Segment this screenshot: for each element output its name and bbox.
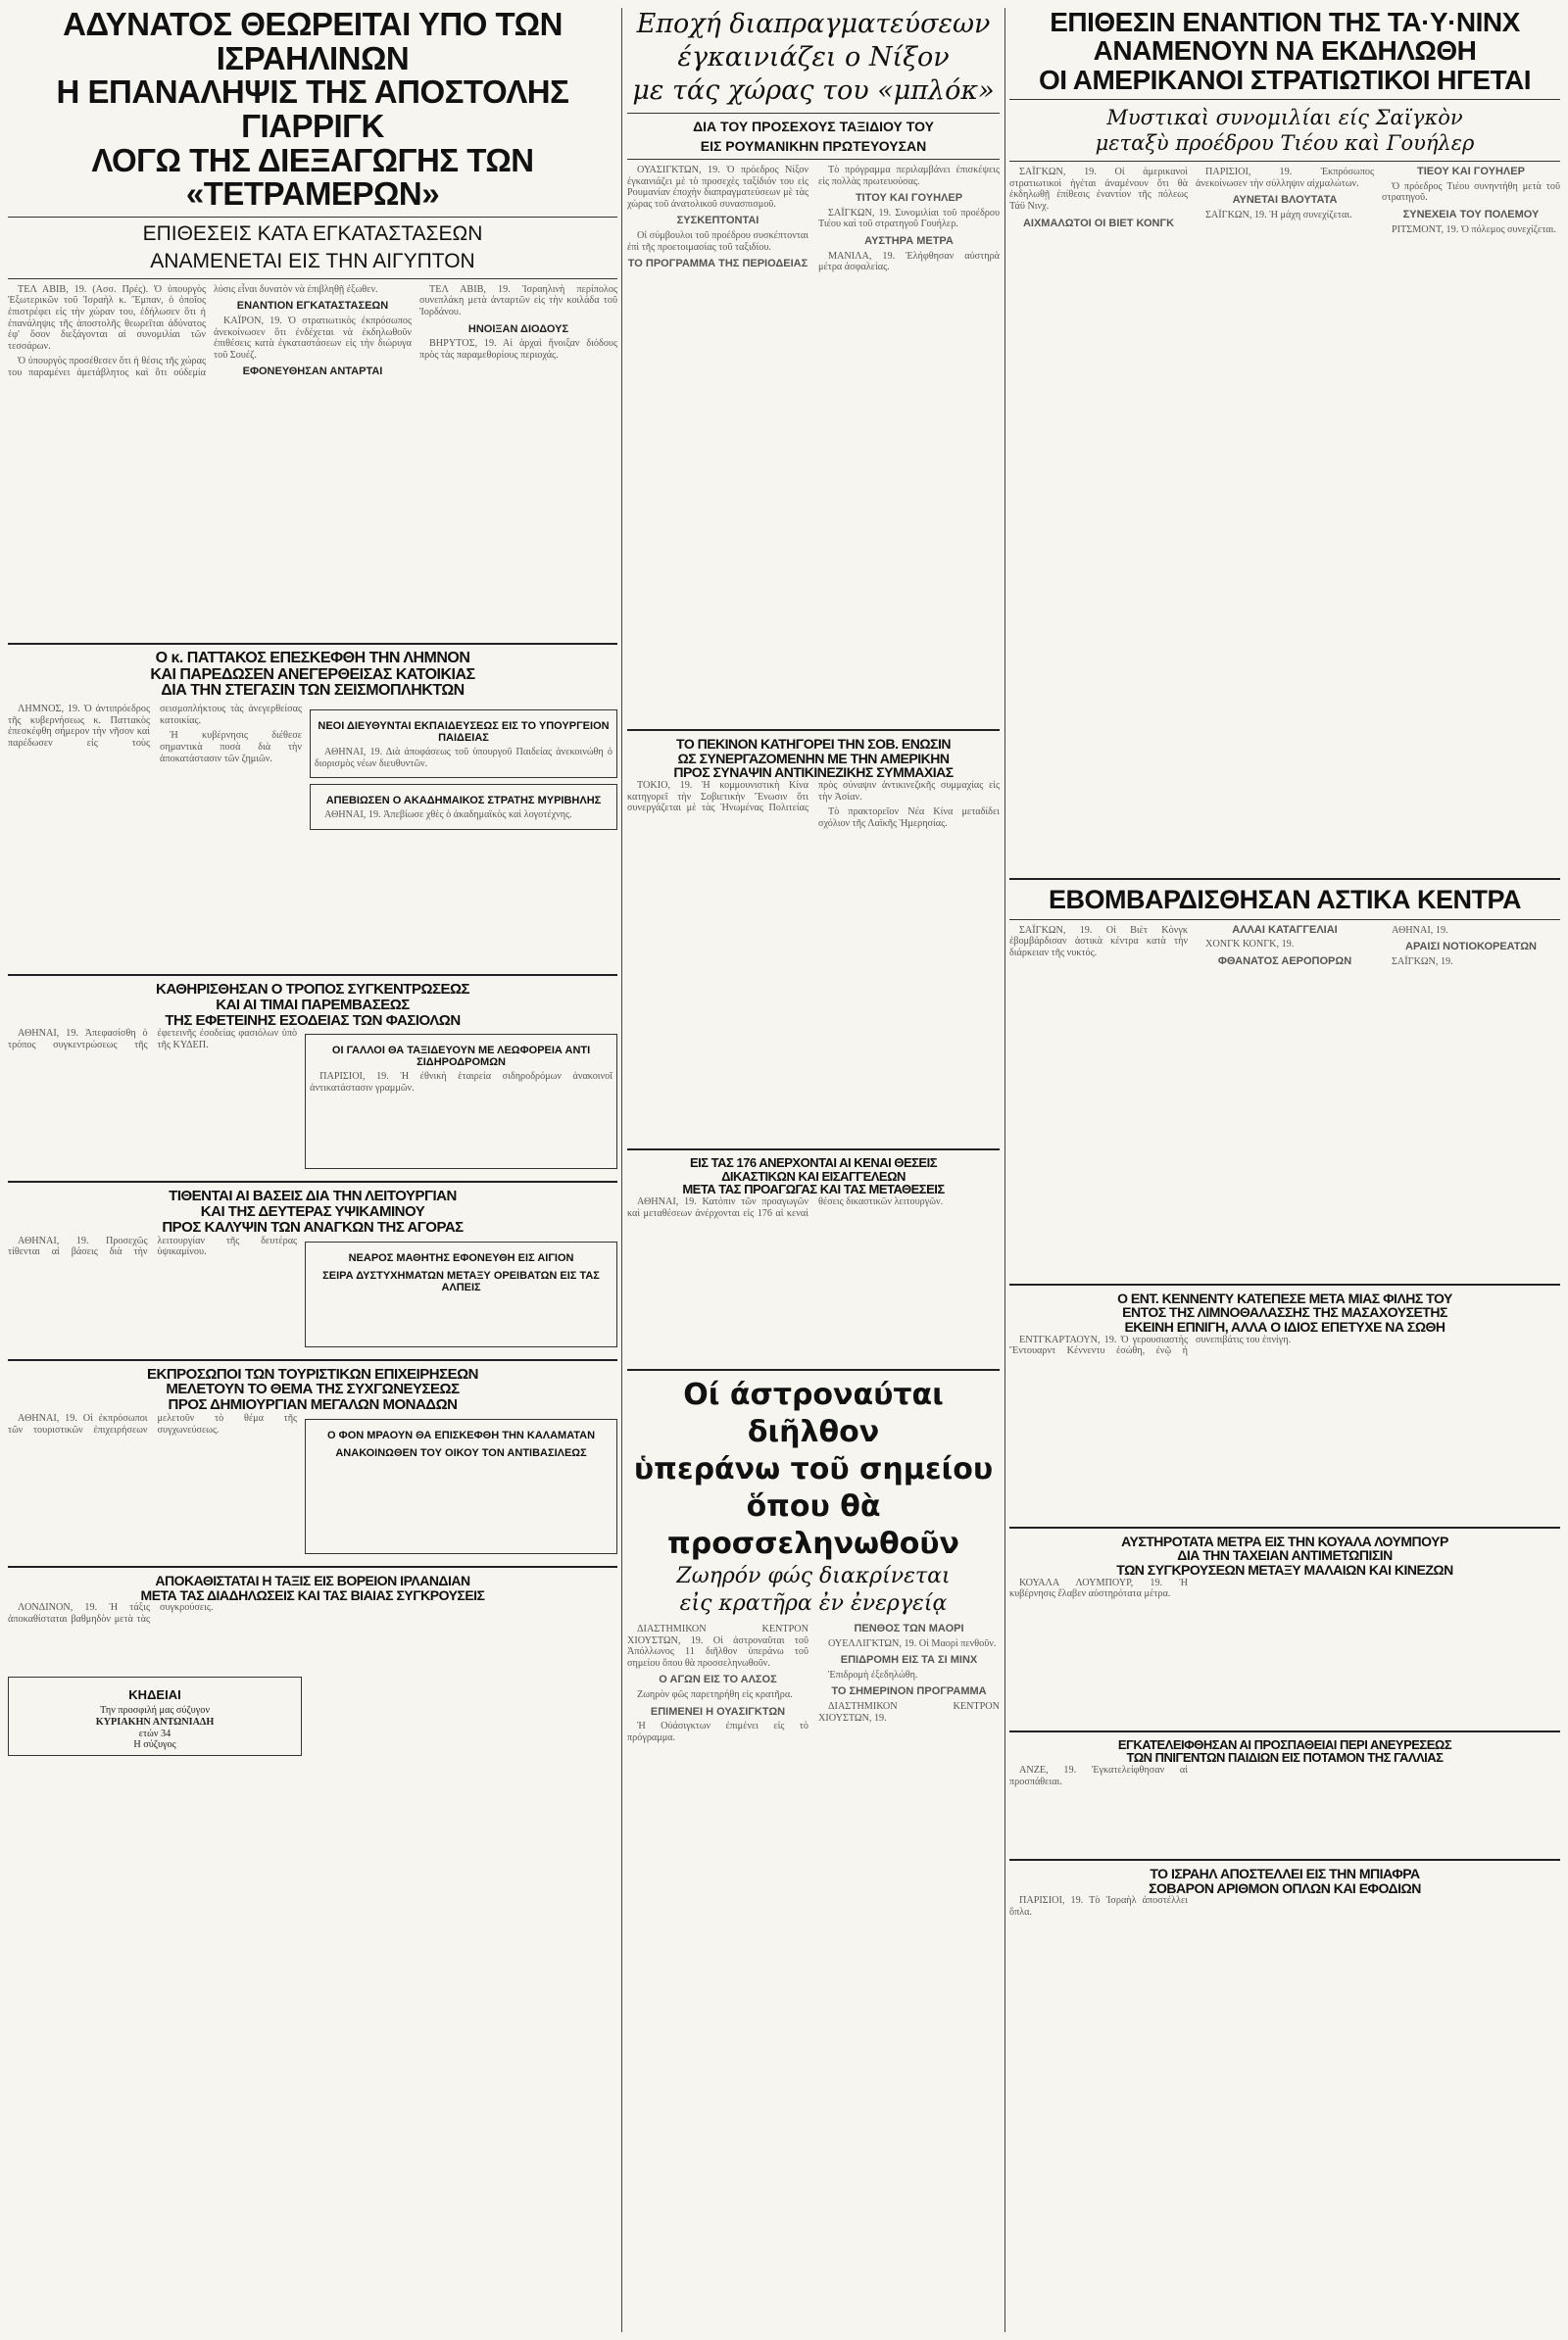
article-subhead: ΑΡΑΙΣΙ ΝΟΤΙΟΚΟΡΕΑΤΩΝ: [1405, 941, 1537, 953]
article-subhead: ΗΝΟΙΞΑΝ ΔΙΟΔΟΥΣ: [467, 322, 569, 335]
article-subhead: ΤΙΤΟΥ ΚΑΙ ΓΟΥΗΛΕΡ: [855, 192, 963, 205]
divider: [8, 1181, 617, 1183]
story-headline: ΕΓΚΑΤΕΛΕΙΦΘΗΣΑΝ ΑΙ ΠΡΟΣΠΑΘΕΙΑΙ ΠΕΡΙ ΑΝΕΥΡΕΣΕΩΣ: [1117, 1736, 1452, 1752]
article-subhead: ΕΠΙΔΡΟΜΗ ΕΙΣ ΤΑ ΣΙ ΜΙΝΧ: [840, 1654, 978, 1667]
story-tourism: [8, 1367, 617, 1413]
story-peking: [627, 737, 1000, 780]
article-subhead: ΤΙΕΟΥ ΚΑΙ ΓΟΥΗΛΕΡ: [1417, 166, 1525, 178]
main-headline: [8, 8, 617, 212]
article-subhead: Ο ΑΓΩΝ ΕΙΣ ΤΟ ΑΛΣΟΣ: [659, 1674, 777, 1686]
brief-headline: ΝΕΟΙ ΔΙΕΥΘΥΝΤΑΙ ΕΚΠΑΙΔΕΥΣΕΩΣ ΕΙΣ ΤΟ ΥΠΟΥΡΓΕΙΟΝ ΠΑΙΔΕΙΑΣ: [318, 720, 610, 745]
obituary-name: ΚΥΡΙΑΚΗΝ ΑΝΤΩΝΙΑΔΗ: [95, 1716, 215, 1728]
story-headline: ΜΕΛΕΤΟΥΝ ΤΟ ΘΕΜΑ ΤΗΣ ΣΥΧΓΩΝΕΥΣΕΩΣ: [166, 1381, 460, 1398]
divider: [8, 1359, 617, 1361]
story-headline: ΕΚΕΙΝΗ ΕΠΝΙΓΗ, ΑΛΛΑ Ο ΙΔΙΟΣ ΕΠΕΤΥΧΕ ΝΑ ΣΩΘΗ: [1124, 1318, 1446, 1335]
divider: [1009, 878, 1560, 880]
obituary-line: Η σύζυγος: [133, 1739, 176, 1751]
divider: [627, 1148, 1000, 1150]
story-headline: ΔΙΚΑΣΤΙΚΩΝ ΚΑΙ ΕΙΣΑΓΓΕΛΕΩΝ: [721, 1168, 906, 1184]
headline-line: ΑΔΥΝΑΤΟΣ ΘΕΩΡΕΙΤΑΙ ΥΠΟ ΤΩΝ ΙΣΡΑΗΛΙΝΩΝ: [63, 8, 563, 76]
moon-headline: [627, 1377, 1000, 1563]
story-headline: ΠΡΟΣ ΔΗΜΙΟΥΡΓΙΑΝ ΜΕΓΑΛΩΝ ΜΟΝΑΔΩΝ: [168, 1396, 458, 1414]
headline-line: Οί άστροναύται διῆλθον: [683, 1377, 944, 1449]
article-subhead: ΑΥΣΤΗΡΑ ΜΕΤΡΑ: [864, 234, 954, 247]
story-headline: ΩΣ ΣΥΝΕΡΓΑΖΟΜΕΝΗΝ ΜΕ ΤΗΝ ΑΜΕΡΙΚΗΝ: [677, 750, 950, 766]
story-kennedy: [1009, 1292, 1560, 1335]
article-body: ΛΗΜΝΟΣ, 19. Ὁ ἀντιπρόεδρος τῆς κυβερνήσεως κ. Παττακὸς ἐπεσκέφθη σήμερον τὴν νῆσον καὶ παρέδωσεν εἰς τοὺς σεισμοπλήκτους τὰς ἀνεγερθείσας κατοικίας. Ἡ κυβέρνησις διέθεσε σημαντικὰ ποσὰ διὰ τὴν ἀποκατάστασιν τῶν ζημιῶν.: [8, 704, 302, 764]
divider: [1009, 99, 1560, 100]
divider: [1009, 161, 1560, 162]
story-headline: Ο κ. ΠΑΤΤΑΚΟΣ ΕΠΕΣΚΕΦΘΗ ΤΗΝ ΛΗΜΝΟΝ: [155, 649, 470, 666]
article-body: ΟΥΑΣΙΓΚΤΩΝ, 19. Ὁ πρόεδρος Νίξον ἐγκαινιάζει μὲ τὸ προσεχὲς ταξίδιόν του εἰς Ρουμανίαν ἐποχὴν διαπραγματεύσεων μὲ τὰς χώρας τοῦ ἀνατολικοῦ συνασπισμοῦ. ΣΥΣΚΕΠΤΟΝΤΑΙ Οἱ σύμβουλοι τοῦ προέδρου συσκέπτονται ἐπὶ τῆς προετοιμασίας τοῦ ταξιδίου. ΤΟ ΠΡΟΓΡΑΜΜΑ ΤΗΣ ΠΕΡΙΟΔΕΙΑΣ Τὸ πρόγραμμα περιλαμβάνει ἐπισκέψεις εἰς πολλὰς πρωτευούσας. ΤΙΤΟΥ ΚΑΙ ΓΟΥΗΛΕΡ ΣΑΪΓΚΩΝ, 19. Συνομιλίαι τοῦ προέδρου Τιέου καὶ τοῦ στρατηγοῦ Γουήλερ. ΑΥΣΤΗΡΑ ΜΕΤΡΑ ΜΑΝΙΛΑ, 19. Ἐλήφθησαν αὐστηρὰ μέτρα ἀσφαλείας.: [627, 165, 1000, 273]
article-subhead: ΦΘΑΝΑΤΟΣ ΑΕΡΟΠΟΡΩΝ: [1217, 954, 1352, 967]
story-headline: ΜΕΤΑ ΤΑΣ ΠΡΟΑΓΩΓΑΣ ΚΑΙ ΤΑΣ ΜΕΤΑΘΕΣΕΙΣ: [682, 1182, 945, 1197]
article-subhead: ΠΕΝΘΟΣ ΤΩΝ ΜΑΟΡΙ: [854, 1622, 964, 1634]
brief-headline: ΑΠΕΒΙΩΣΕΝ Ο ΑΚΑΔΗΜΑΙΚΟΣ ΣΤΡΑΤΗΣ ΜΥΡΙΒΗΛΗΣ: [325, 795, 602, 807]
divider: [1009, 1284, 1560, 1286]
article-body: ΤΟΚΙΟ, 19. Ἡ κομμουνιστικὴ Κίνα κατηγορεῖ τὴν Σοβιετικὴν Ἕνωσιν ὅτι συνεργάζεται μὲ τὰς Ἡνωμένας Πολιτείας πρὸς σύναψιν ἀντικινεζικῆς συμμαχίας εἰς τὴν Ἀσίαν. Τὸ πρακτορεῖον Νέα Κίνα μεταδίδει σχόλιον τῆς Λαϊκῆς Ἡμερησίας.: [627, 780, 1000, 829]
story-headline: ΚΑΙ ΑΙ ΤΙΜΑΙ ΠΑΡΕΜΒΑΣΕΩΣ: [216, 996, 410, 1013]
article-subhead: ΤΟ ΠΡΟΓΡΑΜΜΑ ΤΗΣ ΠΕΡΙΟΔΕΙΑΣ: [627, 258, 808, 270]
story-headline: ΤΟ ΠΕΚΙΝΟΝ ΚΑΤΗΓΟΡΕΙ ΤΗΝ ΣΟΒ. ΕΝΩΣΙΝ: [676, 736, 951, 752]
headline-line: ΛΟΓΩ ΤΗΣ ΔΙΕΞΑΓΩΓΗΣ ΤΩΝ «ΤΕΤΡΑΜΕΡΩΝ»: [91, 141, 534, 213]
divider: [8, 643, 617, 645]
left-section: [8, 8, 617, 2332]
main-headline: [1009, 8, 1560, 94]
brief-headline: ΑΝΑΚΟΙΝΩΘΕΝ ΤΟΥ ΟΙΚΟΥ ΤΟΝ ΑΝΤΙΒΑΣΙΛΕΩΣ: [335, 1446, 587, 1459]
center-section: [627, 8, 1000, 2332]
divider: [1009, 1527, 1560, 1529]
obituary-line: ετών 34: [138, 1728, 172, 1739]
story-headline: ΕΚΠΡΟΣΩΠΟΙ ΤΩΝ ΤΟΥΡΙΣΤΙΚΩΝ ΕΠΙΧΕΙΡΗΣΕΩΝ: [146, 1365, 479, 1383]
divider: [627, 729, 1000, 731]
article-subhead: ΕΦΟΝΕΥΘΗΣΑΝ ΑΝΤΑΡΤΑΙ: [242, 366, 383, 378]
story-kuala: [1009, 1535, 1560, 1578]
story-headline: ΤΩΝ ΠΝΙΓΕΝΤΩΝ ΠΑΙΔΙΩΝ ΕΙΣ ΠΟΤΑΜΟΝ ΤΗΣ ΓΑΛΛΙΑΣ: [1126, 1750, 1444, 1766]
column-rule: [1004, 8, 1005, 2332]
subheadline: ΕΙΣ ΡΟΥΜΑΝΙΚΗΝ ΠΡΩΤΕΥΟΥΣΑΝ: [700, 138, 927, 154]
obituary-line: Την προσφιλή μας σύζυγον: [100, 1705, 210, 1717]
divider: [8, 1566, 617, 1568]
divider: [8, 217, 617, 218]
article-body: ΑΘΗΝΑΙ, 19. Προσεχῶς τίθενται αἱ βάσεις διὰ τὴν λειτουργίαν τῆς δευτέρας ὑψικαμίνου.: [8, 1235, 298, 1258]
article-subhead: ΑΛΛΑΙ ΚΑΤΑΓΓΕΛΙΑΙ: [1232, 923, 1338, 936]
article-subhead: ΤΟ ΣΗΜΕΡΙΝΟΝ ΠΡΟΓΡΑΜΜΑ: [831, 1685, 987, 1698]
brief-body: ΠΑΡΙΣΙΟΙ, 19. Ἡ ἐθνικὴ ἑταιρεία σιδηροδρόμων ἀνακοινοῖ ἀντικατάστασιν γραμμῶν.: [310, 1071, 612, 1095]
article-body: ΑΘΗΝΑΙ, 19. Ἀπεφασίσθη ὁ τρόπος συγκεντρώσεως τῆς ἐφετεινῆς ἐσοδείας φασιόλων ὑπὸ τῆς ΚΥΔΕΠ.: [8, 1028, 298, 1051]
headline-line: ὑπεράνω τοῦ σημείου: [633, 1451, 994, 1487]
article-subhead: ΣΥΣΚΕΠΤΟΝΤΑΙ: [676, 215, 760, 227]
article-body: ΕΝΤΓΚΑΡΤΑΟΥΝ, 19. Ὁ γερουσιαστὴς Ἔντουαρντ Κέννεντυ ἐσώθη, ἐνῷ ἡ συνεπιβάτις του ἐπνίγη.: [1009, 1334, 1292, 1357]
story-headline: ΚΑΙ ΠΑΡΕΔΩΣΕΝ ΑΝΕΓΕΡΘΕΙΣΑΣ ΚΑΤΟΙΚΙΑΣ: [150, 665, 475, 683]
column-rule: [621, 8, 622, 2332]
story-headline: ΕΝΤΟΣ ΤΗΣ ΛΙΜΝΟΘΑΛΑΣΣΗΣ ΤΗΣ ΜΑΣΑΧΟΥΣΕΤΗΣ: [1122, 1304, 1447, 1321]
story-steel: [8, 1189, 617, 1235]
story-headline: ΤΗΣ ΕΦΕΤΕΙΝΗΣ ΕΣΟΔΕΙΑΣ ΤΩΝ ΦΑΣΙΟΛΩΝ: [165, 1011, 461, 1029]
divider: [627, 159, 1000, 160]
divider: [1009, 919, 1560, 920]
subheadline: ΑΝΑΜΕΝΕΤΑΙ ΕΙΣ ΤΗΝ ΑΙΓΥΠΤΟΝ: [150, 249, 475, 272]
headline-line: ΟΙ ΑΜΕΡΙΚΑΝΟΙ ΣΤΡΑΤΙΩΤΙΚΟΙ ΗΓΕΤΑΙ: [1038, 64, 1532, 95]
article-body: ΤΕΛ ΑΒΙΒ, 19. (Ασσ. Πρές). Ὁ ὑπουργὸς Ἐξωτερικῶν τοῦ Ἰσραὴλ κ. Ἔμπαν, ὁ ὁποῖος ἐπιστρέφει εἰς τὴν χώραν του, ἐδήλωσεν ὅτι ἡ ἐπανάληψις τῆς ἀποστολῆς θεωρεῖται ἀδύνατος ἐφ' ὅσον διεξάγονται αἱ συνομιλίαι τῶν τεσσάρων. Ὁ ὑπουργὸς προσέθεσεν ὅτι ἡ θέσις τῆς χώρας του παραμένει ἀμετάβλητος καὶ ὅτι οὐδεμία λύσις εἶναι δυνατὸν νὰ ἐπιβληθῇ ἐξωθεν. ΕΝΑΝΤΙΟΝ ΕΓΚΑΤΑΣΤΑΣΕΩΝ ΚΑΪΡΟΝ, 19. Ὁ στρατιωτικὸς ἐκπρόσωπος ἀνεκοίνωσεν ὅτι ἐνδέχεται νὰ ἐκδηλωθοῦν ἐπιθέσεις κατὰ ἐγκαταστάσεων εἰς τὴν διώρυγα τοῦ Σουέζ. ΕΦΟΝΕΥΘΗΣΑΝ ΑΝΤΑΡΤΑΙ ΤΕΛ ΑΒΙΒ, 19. Ἰσραηλινὴ περίπολος συνεπλάκη μετὰ ἀνταρτῶν εἰς τὴν κοιλάδα τοῦ Ἰορδάνου. ΗΝΟΙΞΑΝ ΔΙΟΔΟΥΣ ΒΗΡΥΤΟΣ, 19. Αἱ ἀρχαὶ ἤνοιξαν διόδους πρὸς τὰς παραμεθορίους περιοχάς.: [8, 283, 617, 378]
headline-line: έγκαινιάζει ο Νίξον: [677, 42, 950, 73]
story-france: [1009, 1738, 1560, 1765]
divider: [8, 974, 617, 976]
story-headline: ΕΒΟΜΒΑΡΔΙΣΘΗΣΑΝ ΑΣΤΙΚΑ ΚΕΝΤΡΑ: [1048, 885, 1521, 915]
middle-briefs: [310, 704, 617, 968]
story-headline: ΠΡΟΣ ΚΑΛΥΨΙΝ ΤΩΝ ΑΝΑΓΚΩΝ ΤΗΣ ΑΓΟΡΑΣ: [162, 1218, 464, 1236]
article-body: ΚΟΥΑΛΑ ΛΟΥΜΠΟΥΡ, 19. Ἡ κυβέρνησις ἔλαβεν αὐστηρότατα μέτρα.: [1009, 1577, 1188, 1600]
headline-line: ΕΠΙΘΕΣΙΝ ΕΝΑΝΤΙΟΝ ΤΗΣ ΤΑ·Υ·ΝΙΝΧ: [1050, 8, 1520, 37]
brief-body: ΑΘΗΝΑΙ, 19. Διὰ ἀποφάσεως τοῦ ὑπουργοῦ Παιδείας ἀνεκοινώθη ὁ διορισμὸς νέων διευθυντῶν.: [315, 747, 612, 769]
story-judges: [627, 1156, 1000, 1196]
article-subhead: ΑΥΝΕΤΑΙ ΒΛΟΥΤΑΤΑ: [1232, 194, 1338, 207]
main-headline: [627, 8, 1000, 108]
story-headline: ΕΙΣ ΤΑΣ 176 ΑΝΕΡΧΟΝΤΑΙ ΑΙ ΚΕΝΑΙ ΘΕΣΕΙΣ: [689, 1155, 938, 1171]
story-headline: ΔΙΑ ΤΗΝ ΣΤΕΓΑΣΙΝ ΤΩΝ ΣΕΙΣΜΟΠΛΗΚΤΩΝ: [161, 682, 465, 700]
story-ireland: [8, 1574, 617, 1602]
headline-line: ὅπου θὰ προσσεληνωθοῦν: [666, 1488, 959, 1561]
obituary-box: [8, 1677, 302, 1755]
brief-headline: ΟΙ ΓΑΛΛΟΙ ΘΑ ΤΑΞΙΔΕΥΟΥΝ ΜΕ ΛΕΩΦΟΡΕΙΑ ΑΝΤΙ ΣΙΔΗΡΟΔΡΟΜΩΝ: [331, 1045, 591, 1069]
story-headline: ΠΡΟΣ ΣΥΝΑΨΙΝ ΑΝΤΙΚΙΝΕΖΙΚΗΣ ΣΥΜΜΑΧΙΑΣ: [673, 764, 954, 781]
divider: [1009, 1859, 1560, 1861]
subheadline: Μυστικαὶ συνομιλίαι είς Σαϊγκὸν: [1106, 106, 1463, 130]
obituary-title: ΚΗΔΕΙΑΙ: [128, 1687, 181, 1703]
story-headline: ΑΠΟΚΑΘΙΣΤΑΤΑΙ Η ΤΑΞΙΣ ΕΙΣ ΒΟΡΕΙΟΝ ΙΡΛΑΝΔΙΑΝ: [155, 1572, 470, 1588]
article-subhead: ΕΝΑΝΤΙΟΝ ΕΓΚΑΤΑΣΤΑΣΕΩΝ: [236, 300, 389, 313]
subheadline: Ζωηρόν φώς διακρίνεται: [676, 1563, 951, 1588]
article-body: ΑΘΗΝΑΙ, 19. Κατόπιν τῶν προαγωγῶν καὶ μεταθέσεων ἀνέρχονται εἰς 176 αἱ κεναὶ θέσεις δικαστικῶν λειτουργῶν.: [627, 1195, 944, 1219]
subheadline: ΔΙΑ ΤΟΥ ΠΡΟΣΕΧΟΥΣ ΤΑΞΙΔΙΟΥ ΤΟΥ: [693, 119, 934, 134]
brief-headline: Ο ΦΟΝ ΜΡΑΟΥΝ ΘΑ ΕΠΙΣΚΕΦΘΗ ΤΗΝ ΚΑΛΑΜΑΤΑΝ: [327, 1429, 596, 1441]
divider: [627, 113, 1000, 114]
subheadline: ΕΠΙΘΕΣΕΙΣ ΚΑΤΑ ΕΓΚΑΤΑΣΤΑΣΕΩΝ: [142, 221, 483, 245]
story-headline: ΔΙΑ ΤΗΝ ΤΑΧΕΙΑΝ ΑΝΤΙΜΕΤΩΠΙΣΙΝ: [1177, 1547, 1393, 1564]
subheadline: μεταξὺ προέδρου Τιέου καὶ Γουήλερ: [1095, 131, 1475, 156]
right-section: [1009, 8, 1560, 2332]
brief-headline: ΣΕΙΡΑ ΔΥΣΤΥΧΗΜΑΤΩΝ ΜΕΤΑΞΥ ΟΡΕΙΒΑΤΩΝ ΕΙΣ ΤΑΣ ΑΛΠΕΙΣ: [322, 1269, 600, 1293]
article-body: ΛΟΝΔΙΝΟΝ, 19. Ἡ τάξις ἀποκαθίσταται βαθμηδὸν μετὰ τὰς συγκρούσεις.: [8, 1602, 214, 1625]
story-headline: ΤΟ ΙΣΡΑΗΛ ΑΠΟΣΤΕΛΛΕΙ ΕΙΣ ΤΗΝ ΜΠΙΑΦΡΑ: [1150, 1865, 1420, 1881]
article-body: ΣΑΪΓΚΩΝ, 19. Οἱ Βιὲτ Κὸνγκ ἐβομβάρδισαν ἀστικὰ κέντρα κατὰ τὴν διάρκειαν τῆς νυκτός. ΑΛΛΑΙ ΚΑΤΑΓΓΕΛΙΑΙ ΧΟΝΓΚ ΚΟΝΓΚ, 19. ΦΘΑΝΑΤΟΣ ΑΕΡΟΠΟΡΩΝ ΑΘΗΝΑΙ, 19. ΑΡΑΙΣΙ ΝΟΤΙΟΚΟΡΕΑΤΩΝ ΣΑΪΓΚΩΝ, 19.: [1009, 925, 1560, 1278]
story-headline: ΑΥΣΤΗΡΟΤΑΤΑ ΜΕΤΡΑ ΕΙΣ ΤΗΝ ΚΟΥΑΛΑ ΛΟΥΜΠΟΥΡ: [1121, 1533, 1448, 1549]
story-headline: ΤΙΘΕΝΤΑΙ ΑΙ ΒΑΣΕΙΣ ΔΙΑ ΤΗΝ ΛΕΙΤΟΥΡΓΙΑΝ: [169, 1188, 457, 1205]
headline-line: Εποχή διαπραγματεύσεων: [636, 9, 991, 39]
article-subhead: ΕΠΙΜΕΝΕΙ Η ΟΥΑΣΙΓΚΤΩΝ: [650, 1705, 786, 1718]
article-body: ΣΑΪΓΚΩΝ, 19. Οἱ ἀμερικανοὶ στρατιωτικοὶ ἡγέται ἀναμένουν ὅτι θὰ ἐκδηλωθῇ ἐπίθεσις ἐναντίον τῆς πόλεως Τάϋ Νινχ. ΑΙΧΜΑΛΩΤΟΙ ΟΙ ΒΙΕΤ ΚΟΝΓΚ ΠΑΡΙΣΙΟΙ, 19. Ἐκπρόσωπος ἀνεκοίνωσεν τὴν σύλληψιν αἰχμαλώτων. ΑΥΝΕΤΑΙ ΒΛΟΥΤΑΤΑ ΣΑΪΓΚΩΝ, 19. Ἡ μάχη συνεχίζεται. ΤΙΕΟΥ ΚΑΙ ΓΟΥΗΛΕΡ Ὁ πρόεδρος Τιέου συνηντήθη μετὰ τοῦ στρατηγοῦ. ΣΥΝΕΧΕΙΑ ΤΟΥ ΠΟΛΕΜΟΥ ΡΙΤΣΜΟΝΤ, 19. Ὁ πόλεμος συνεχίζεται.: [1009, 166, 1560, 235]
story-biafra: [1009, 1867, 1560, 1895]
story-headline: ΣΟΒΑΡΟΝ ΑΡΙΘΜΟΝ ΟΠΛΩΝ ΚΑΙ ΕΦΟΔΙΩΝ: [1149, 1879, 1421, 1896]
divider: [627, 1369, 1000, 1371]
story-headline: ΚΑΘΗΡΙΣΘΗΣΑΝ Ο ΤΡΟΠΟΣ ΣΥΓΚΕΝΤΡΩΣΕΩΣ: [155, 981, 470, 999]
divider: [8, 278, 617, 279]
story-headline: ΚΑΙ ΤΗΣ ΔΕΥΤΕΡΑΣ ΥΨΙΚΑΜΙΝΟΥ: [200, 1203, 425, 1221]
story-lemnos: [8, 651, 617, 700]
headline-line: Η ΕΠΑΝΑΛΗΨΙΣ ΤΗΣ ΑΠΟΣΤΟΛΗΣ ΓΙΑΡΡΙΓΚ: [56, 73, 569, 144]
headline-line: ΑΝΑΜΕΝΟΥΝ ΝΑ ΕΚΔΗΛΩΘΗ: [1093, 35, 1477, 67]
story-headline: ΤΩΝ ΣΥΓΚΡΟΥΣΕΩΝ ΜΕΤΑΞΥ ΜΑΛΑΙΩΝ ΚΑΙ ΚΙΝΕΖΩΝ: [1116, 1561, 1453, 1578]
article-subhead: ΣΥΝΕΧΕΙΑ ΤΟΥ ΠΟΛΕΜΟΥ: [1402, 208, 1540, 220]
subheadline: εἰς κρατῆρα ἐν ἐνεργείᾳ: [679, 1590, 948, 1616]
divider: [1009, 1731, 1560, 1732]
article-body: ΑΘΗΝΑΙ, 19. Οἱ ἐκπρόσωποι τῶν τουριστικῶν ἐπιχειρήσεων μελετοῦν τὸ θέμα τῆς συγχωνεύσεως.: [8, 1412, 298, 1436]
story-headline: Ο ΕΝΤ. ΚΕΝΝΕΝΤΥ ΚΑΤΕΠΕΣΕ ΜΕΤΑ ΜΙΑΣ ΦΙΛΗΣ ΤΟΥ: [1117, 1290, 1452, 1306]
story-fasolia: [8, 982, 617, 1028]
brief-headline: ΝΕΑΡΟΣ ΜΑΘΗΤΗΣ ΕΦΟΝΕΥΘΗ ΕΙΣ ΑΙΓΙΟΝ: [348, 1251, 574, 1264]
article-body: ΔΙΑΣΤΗΜΙΚΟΝ ΚΕΝΤΡΟΝ ΧΙΟΥΣΤΩΝ, 19. Οἱ ἀστροναῦται τοῦ Ἀπόλλωνος 11 διῆλθον ὑπεράνω τοῦ σημείου ὅπου θὰ προσσεληνωθοῦν. Ο ΑΓΩΝ ΕΙΣ ΤΟ ΑΛΣΟΣ Ζωηρὸν φῶς παρετηρήθη εἰς κρατῆρα. ΕΠΙΜΕΝΕΙ Η ΟΥΑΣΙΓΚΤΩΝ Ἡ Οὐάσιγκτων ἐπιμένει εἰς τὸ πρόγραμμα. ΠΕΝΘΟΣ ΤΩΝ ΜΑΟΡΙ ΟΥΕΛΛΙΓΚΤΩΝ, 19. Οἱ Μαορὶ πενθοῦν. ΕΠΙΔΡΟΜΗ ΕΙΣ ΤΑ ΣΙ ΜΙΝΧ Ἐπιδρομὴ ἐξεδηλώθη. ΤΟ ΣΗΜΕΡΙΝΟΝ ΠΡΟΓΡΑΜΜΑ ΔΙΑΣΤΗΜΙΚΟΝ ΚΕΝΤΡΟΝ ΧΙΟΥΣΤΩΝ, 19.: [627, 1622, 1000, 1743]
headline-line: με τάς χώρας του «μπλόκ»: [632, 75, 995, 106]
article-body: ΑΝΖΕ, 19. Ἐγκατελείφθησαν αἱ προσπάθειαι.: [1009, 1764, 1188, 1787]
article-subhead: ΑΙΧΜΑΛΩΤΟΙ ΟΙ ΒΙΕΤ ΚΟΝΓΚ: [1022, 217, 1175, 229]
story-headline: ΜΕΤΑ ΤΑΣ ΔΙΑΔΗΛΩΣΕΙΣ ΚΑΙ ΤΑΣ ΒΙΑΙΑΣ ΣΥΓΚΡΟΥΣΕΙΣ: [140, 1586, 485, 1603]
brief-body: ΑΘΗΝΑΙ, 19. Ἀπεβίωσε χθὲς ὁ ἀκαδημαϊκὸς καὶ λογοτέχνης.: [324, 809, 572, 821]
article-body: ΠΑΡΙΣΙΟΙ, 19. Τὸ Ἰσραὴλ ἀποστέλλει ὅπλα.: [1009, 1895, 1188, 1918]
